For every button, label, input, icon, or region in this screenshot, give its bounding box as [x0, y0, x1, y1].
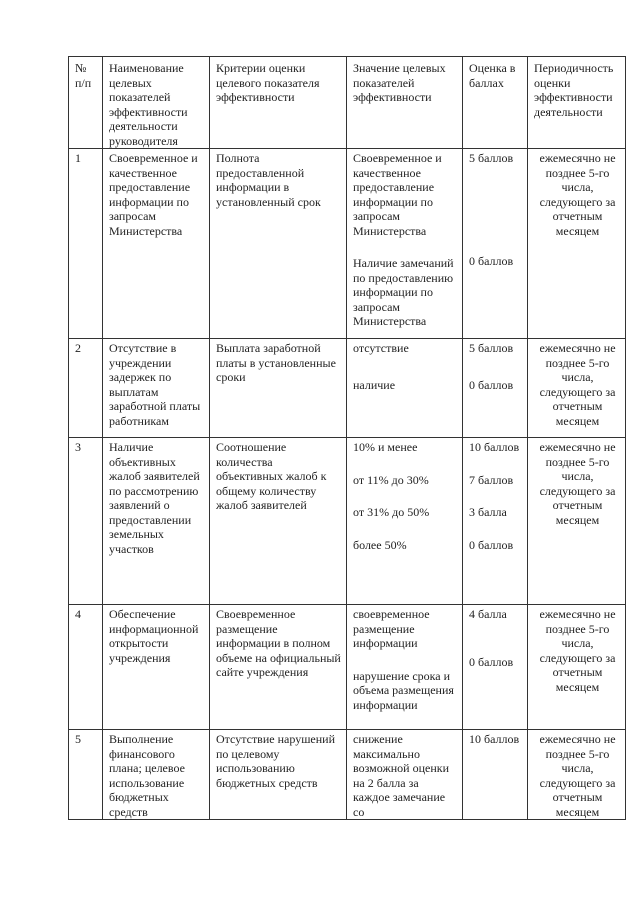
- row-scores: [463, 149, 528, 339]
- score-item: 0 баллов: [469, 377, 514, 392]
- value-item: более 50%: [353, 537, 407, 552]
- row-scores: [463, 605, 528, 730]
- row-period: ежемесячно не позднее 5-го числа, следующего за отчетным месяцем: [528, 730, 626, 820]
- row-num: 3: [69, 438, 103, 605]
- header-criteria: Критерии оценки целевого показателя эффективности: [210, 57, 347, 149]
- score-item: 4 балла: [469, 607, 507, 621]
- header-name: Наименование целевых показателей эффективности деятельности руководителя: [103, 57, 210, 149]
- score-item: 10 баллов: [469, 732, 520, 746]
- row-values: [347, 339, 463, 438]
- table-row: [69, 438, 626, 605]
- row-indicator-name: Выполнение финансового плана; целевое использование бюджетных средств: [103, 730, 210, 820]
- row-period: ежемесячно не позднее 5-го числа, следующего за отчетным месяцем: [528, 339, 626, 438]
- score-item: 3 балла: [469, 505, 507, 519]
- row-values: [347, 438, 463, 605]
- value-item: Своевременное и качественное предоставление информации по запросам Министерства: [353, 151, 442, 238]
- score-item: 10 баллов: [469, 440, 520, 454]
- row-criteria: Полнота предоставленной информации в установленный срок: [210, 149, 347, 339]
- row-period: ежемесячно не позднее 5-го числа, следующего за отчетным месяцем: [528, 149, 626, 339]
- row-criteria: Своевременное размещение информации в полном объеме на официальный сайте учреждения: [210, 605, 347, 730]
- value-item: от 11% до 30%: [353, 472, 429, 487]
- row-scores: [463, 438, 528, 605]
- header-value: Значение целевых показателей эффективности: [347, 57, 463, 149]
- row-scores: [463, 730, 528, 820]
- row-indicator-name: Отсутствие в учреждении задержек по выплатам заработной платы работникам: [103, 339, 210, 438]
- score-item: 0 баллов: [469, 253, 514, 268]
- kpi-table: [68, 56, 626, 820]
- header-score: Оценка в баллах: [463, 57, 528, 149]
- row-indicator-name: Своевременное и качественное предоставление информации по запросам Министерства: [103, 149, 210, 339]
- score-item: 5 баллов: [469, 151, 514, 165]
- score-item: 0 баллов: [469, 654, 514, 669]
- score-item: 0 баллов: [469, 537, 514, 552]
- value-item: от 31% до 50%: [353, 505, 430, 519]
- score-item: 5 баллов: [469, 341, 514, 355]
- row-indicator-name: Наличие объективных жалоб заявителей по рассмотрению заявлений о предоставлении земельных участков: [103, 438, 210, 605]
- header-period: Периодичность оценки эффективности деятельности: [528, 57, 626, 149]
- value-item: нарушение срока и объема размещения информации: [353, 668, 454, 712]
- value-item: Наличие замечаний по предоставлению информации по запросам Министерства: [353, 256, 454, 328]
- value-item: наличие: [353, 377, 396, 392]
- row-indicator-name: Обеспечение информационной открытости учреждения: [103, 605, 210, 730]
- row-criteria: Соотношение количества объективных жалоб к общему количеству жалоб заявителей: [210, 438, 347, 605]
- table-row: [69, 339, 626, 438]
- row-num: 1: [69, 149, 103, 339]
- row-values: [347, 730, 463, 820]
- row-scores: [463, 339, 528, 438]
- value-item: отсутствие: [353, 341, 409, 355]
- table-row: [69, 730, 626, 820]
- table-row: [69, 605, 626, 730]
- table-row: [69, 149, 626, 339]
- value-item: снижение максимально возможной оценки на 2 балла за каждое замечание со: [353, 732, 450, 819]
- row-num: 4: [69, 605, 103, 730]
- row-period: ежемесячно не позднее 5-го числа, следующего за отчетным месяцем: [528, 605, 626, 730]
- row-values: [347, 149, 463, 339]
- header-num: № п/п: [69, 57, 103, 149]
- score-item: 7 баллов: [469, 472, 514, 487]
- table-header-row: [69, 57, 626, 149]
- row-criteria: Выплата заработной платы в установленные сроки: [210, 339, 347, 438]
- row-values: [347, 605, 463, 730]
- row-num: 5: [69, 730, 103, 820]
- row-period: ежемесячно не позднее 5-го числа, следующего за отчетным месяцем: [528, 438, 626, 605]
- value-item: своевременное размещение информации: [353, 607, 430, 650]
- row-criteria: Отсутствие нарушений по целевому использованию бюджетных средств: [210, 730, 347, 820]
- value-item: 10% и менее: [353, 440, 418, 454]
- row-num: 2: [69, 339, 103, 438]
